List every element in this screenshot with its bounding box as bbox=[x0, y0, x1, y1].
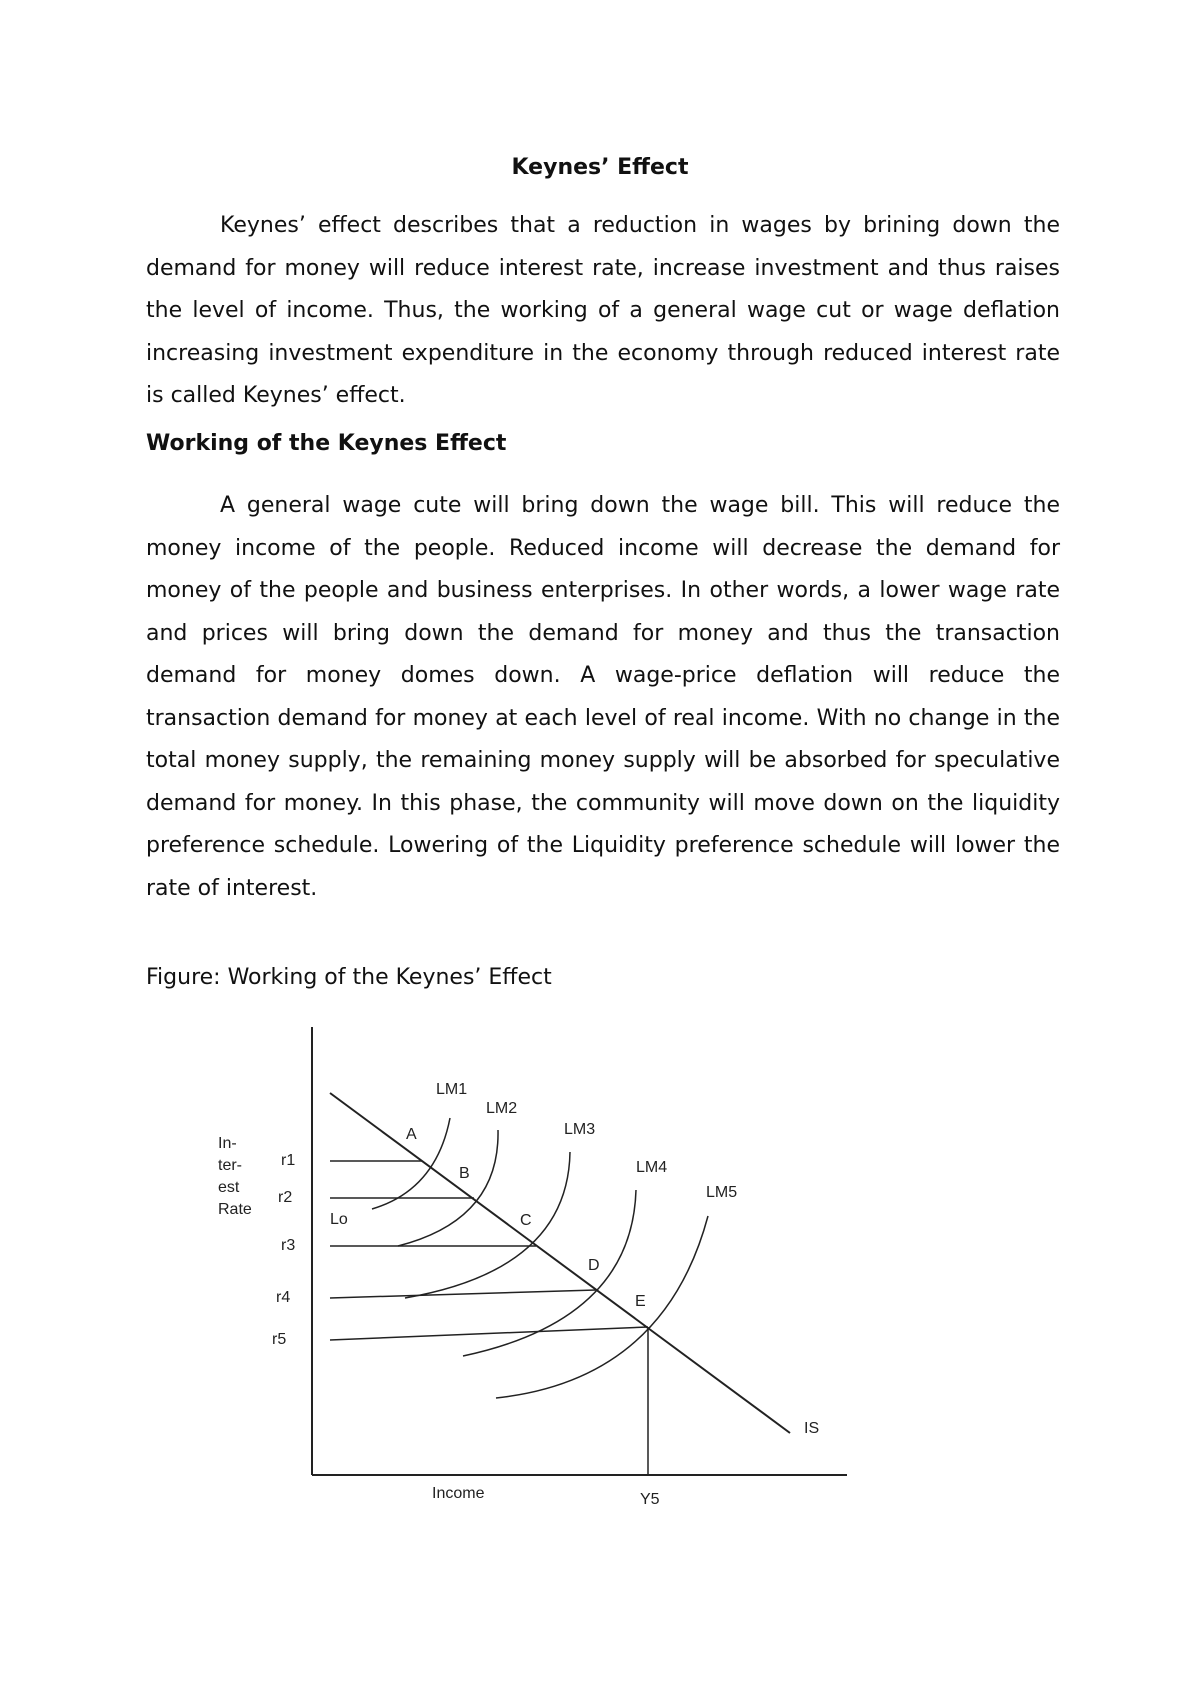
rate-label-r3: r3 bbox=[281, 1237, 296, 1254]
rate-label-r4: r4 bbox=[276, 1289, 291, 1306]
figure-caption: Figure: Working of the Keynes’ Effect bbox=[146, 965, 552, 990]
x-axis-label: Income bbox=[432, 1485, 485, 1502]
intro-paragraph: Keynes’ effect describes that a reduction in wages by brining down the demand for money will reduce interest rate, increase investment and thus raises the level of income. Thus, the working of a general wage cut or wage deflation increasing investment expenditure in the economy through reduced interest rate is called Keynes’ effect. bbox=[146, 213, 1060, 408]
y-axis-label-line-4: Rate bbox=[218, 1201, 252, 1218]
rate-label-r1: r1 bbox=[281, 1152, 296, 1169]
is-label: IS bbox=[804, 1420, 820, 1437]
rate-label-r5: r5 bbox=[272, 1331, 287, 1348]
rate-line-r4 bbox=[330, 1290, 596, 1298]
lm3-curve bbox=[405, 1152, 570, 1298]
point-label-a: A bbox=[406, 1126, 417, 1143]
y-axis-label-line-3: est bbox=[218, 1179, 240, 1196]
body-paragraph: A general wage cute will bring down the wage bill. This will reduce the money income of the people. Reduced income will decrease the demand for money of the people and business enterprises. In other words, a lower wage rate and prices will bring down the demand for money and thus the transaction demand for money domes down. A wage-price deflation will reduce the transaction demand for money at each level of real income. With no change in the total money supply, the remaining money supply will be absorbed for speculative demand for money. In this phase, the community will move down on the liquidity preference schedule. Lowering of the Liquidity preference schedule will lower the rate of interest. bbox=[146, 493, 1060, 901]
point-label-c: C bbox=[520, 1212, 532, 1229]
lm4-label: LM4 bbox=[636, 1159, 668, 1176]
is-curve bbox=[330, 1093, 790, 1433]
rate-line-r5 bbox=[330, 1327, 648, 1340]
point-label-e: E bbox=[635, 1293, 646, 1310]
lm5-label: LM5 bbox=[706, 1184, 738, 1201]
lm5-curve bbox=[496, 1216, 708, 1398]
y5-label: Y5 bbox=[640, 1491, 660, 1508]
lm3-label: LM3 bbox=[564, 1121, 596, 1138]
y-axis-label-line-1: In- bbox=[218, 1135, 237, 1152]
rate-label-r2: r2 bbox=[278, 1189, 293, 1206]
y-axis-label-line-2: ter- bbox=[218, 1157, 242, 1174]
section-heading: Working of the Keynes Effect bbox=[146, 431, 507, 456]
point-label-d: D bbox=[588, 1257, 600, 1274]
page-title: Keynes’ Effect bbox=[511, 155, 689, 180]
lm2-label: LM2 bbox=[486, 1100, 518, 1117]
lo-label: Lo bbox=[330, 1211, 348, 1228]
lm1-label: LM1 bbox=[436, 1081, 468, 1098]
point-label-b: B bbox=[459, 1165, 470, 1182]
